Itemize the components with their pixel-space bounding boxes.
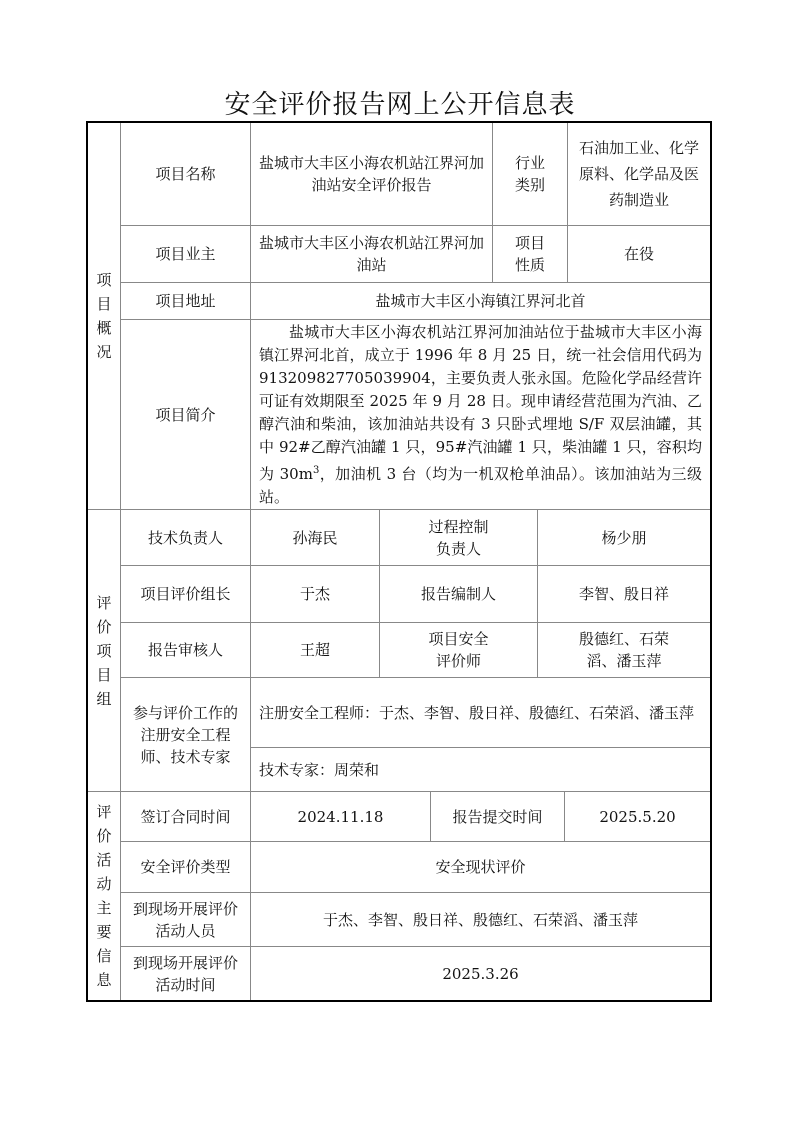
section-activity bbox=[88, 792, 121, 1000]
industry-label bbox=[493, 123, 568, 226]
section-overview bbox=[88, 123, 121, 510]
reviewer-value: 王超 bbox=[251, 623, 380, 678]
project-intro-value bbox=[251, 320, 710, 510]
onsite-time-value: 2025.3.26 bbox=[442, 964, 519, 983]
onsite-time-label-text: 到现场开展评价活动时间 bbox=[132, 953, 238, 994]
onsite-people-value: 于杰、李智、殷日祥、殷德红、石荣滔、潘玉萍 bbox=[251, 893, 710, 947]
project-intro-superscript: 3 bbox=[312, 464, 320, 476]
tech-lead-label: 技术负责人 bbox=[121, 510, 251, 566]
submit-time-value: 2025.5.20 bbox=[565, 792, 710, 842]
engineers-value-text: 注册安全工程师：于杰、李智、殷日祥、殷德红、石荣滔、潘玉萍 bbox=[259, 703, 695, 722]
onsite-people-label bbox=[121, 893, 251, 947]
project-nature-label bbox=[493, 226, 568, 283]
contract-time-value: 2024.11.18 bbox=[251, 792, 431, 842]
process-lead-label-text: 过程控制负责人 bbox=[428, 517, 489, 558]
assessor-value bbox=[538, 623, 710, 678]
onsite-people-label-text: 到现场开展评价活动人员 bbox=[132, 899, 238, 940]
participants-label bbox=[121, 678, 251, 792]
project-owner-label: 项目业主 bbox=[121, 226, 251, 283]
industry-label-text: 行业类别 bbox=[514, 154, 545, 194]
report-author-label: 报告编制人 bbox=[380, 566, 538, 623]
contract-time-label: 签订合同时间 bbox=[121, 792, 251, 842]
project-nature-value: 在役 bbox=[568, 226, 710, 283]
project-intro-part-1: 盐城市大丰区小海农机站江界河加油站位于盐城市大丰区小海镇江界河北首，成立于 1996 年 8 月 25 日，统一社会信用代码为 913209827705039904，主要负责人张永国。危险化学品经营许可证有效期限至 2025 年 9 月 28 日。现申请经营范围为汽油、乙醇汽油和柴油，该加油站共设有 3 只卧式埋地 S/F 双层油罐，其中 92#乙醇汽油罐 1 只，95#汽油罐 1 只，柴油罐 1 只，容积均为 30m bbox=[259, 322, 702, 483]
project-intro-label: 项目简介 bbox=[121, 320, 251, 510]
assessment-type-label: 安全评价类型 bbox=[121, 842, 251, 893]
industry-value: 石油加工业、化学原料、化学品及医药制造业 bbox=[568, 123, 710, 226]
project-nature-label-text: 项目性质 bbox=[514, 234, 545, 274]
info-table bbox=[86, 121, 712, 1002]
assessor-value-text: 殷德红、石荣滔、潘玉萍 bbox=[578, 630, 669, 670]
project-name-label: 项目名称 bbox=[121, 123, 251, 226]
assessment-type-value: 安全现状评价 bbox=[251, 842, 710, 893]
participants-label-text: 参与评价工作的注册安全工程师、技术专家 bbox=[132, 703, 238, 766]
page-title: 安全评价报告网上公开信息表 bbox=[224, 90, 576, 120]
reviewer-label: 报告审核人 bbox=[121, 623, 251, 678]
tech-lead-value: 孙海民 bbox=[251, 510, 380, 566]
section-activity-label: 评价活动主要信息 bbox=[96, 803, 112, 989]
process-lead-value: 杨少朋 bbox=[538, 510, 710, 566]
process-lead-label bbox=[380, 510, 538, 566]
group-lead-label: 项目评价组长 bbox=[121, 566, 251, 623]
section-overview-label: 项目概况 bbox=[96, 271, 112, 361]
project-owner-value: 盐城市大丰区小海农机站江界河加油站 bbox=[251, 226, 493, 283]
onsite-time-label bbox=[121, 947, 251, 1000]
submit-time-label: 报告提交时间 bbox=[431, 792, 565, 842]
assessor-label bbox=[380, 623, 538, 678]
assessor-label-text: 项目安全评价师 bbox=[428, 630, 489, 670]
project-address-label: 项目地址 bbox=[121, 283, 251, 320]
project-address-value: 盐城市大丰区小海镇江界河北首 bbox=[251, 283, 710, 320]
project-intro-part-2: ，加油机 3 台（均为一机双枪单油品）。该加油站为三级站。 bbox=[259, 464, 702, 506]
section-team bbox=[88, 510, 121, 792]
project-intro-text bbox=[259, 321, 702, 509]
project-name-value: 盐城市大丰区小海农机站江界河加油站安全评价报告 bbox=[251, 123, 493, 226]
group-lead-value: 于杰 bbox=[251, 566, 380, 623]
engineers-value bbox=[251, 678, 710, 748]
experts-value: 技术专家：周荣和 bbox=[251, 748, 710, 792]
report-author-value: 李智、殷日祥 bbox=[538, 566, 710, 623]
section-team-label: 评价项目组 bbox=[96, 593, 112, 708]
